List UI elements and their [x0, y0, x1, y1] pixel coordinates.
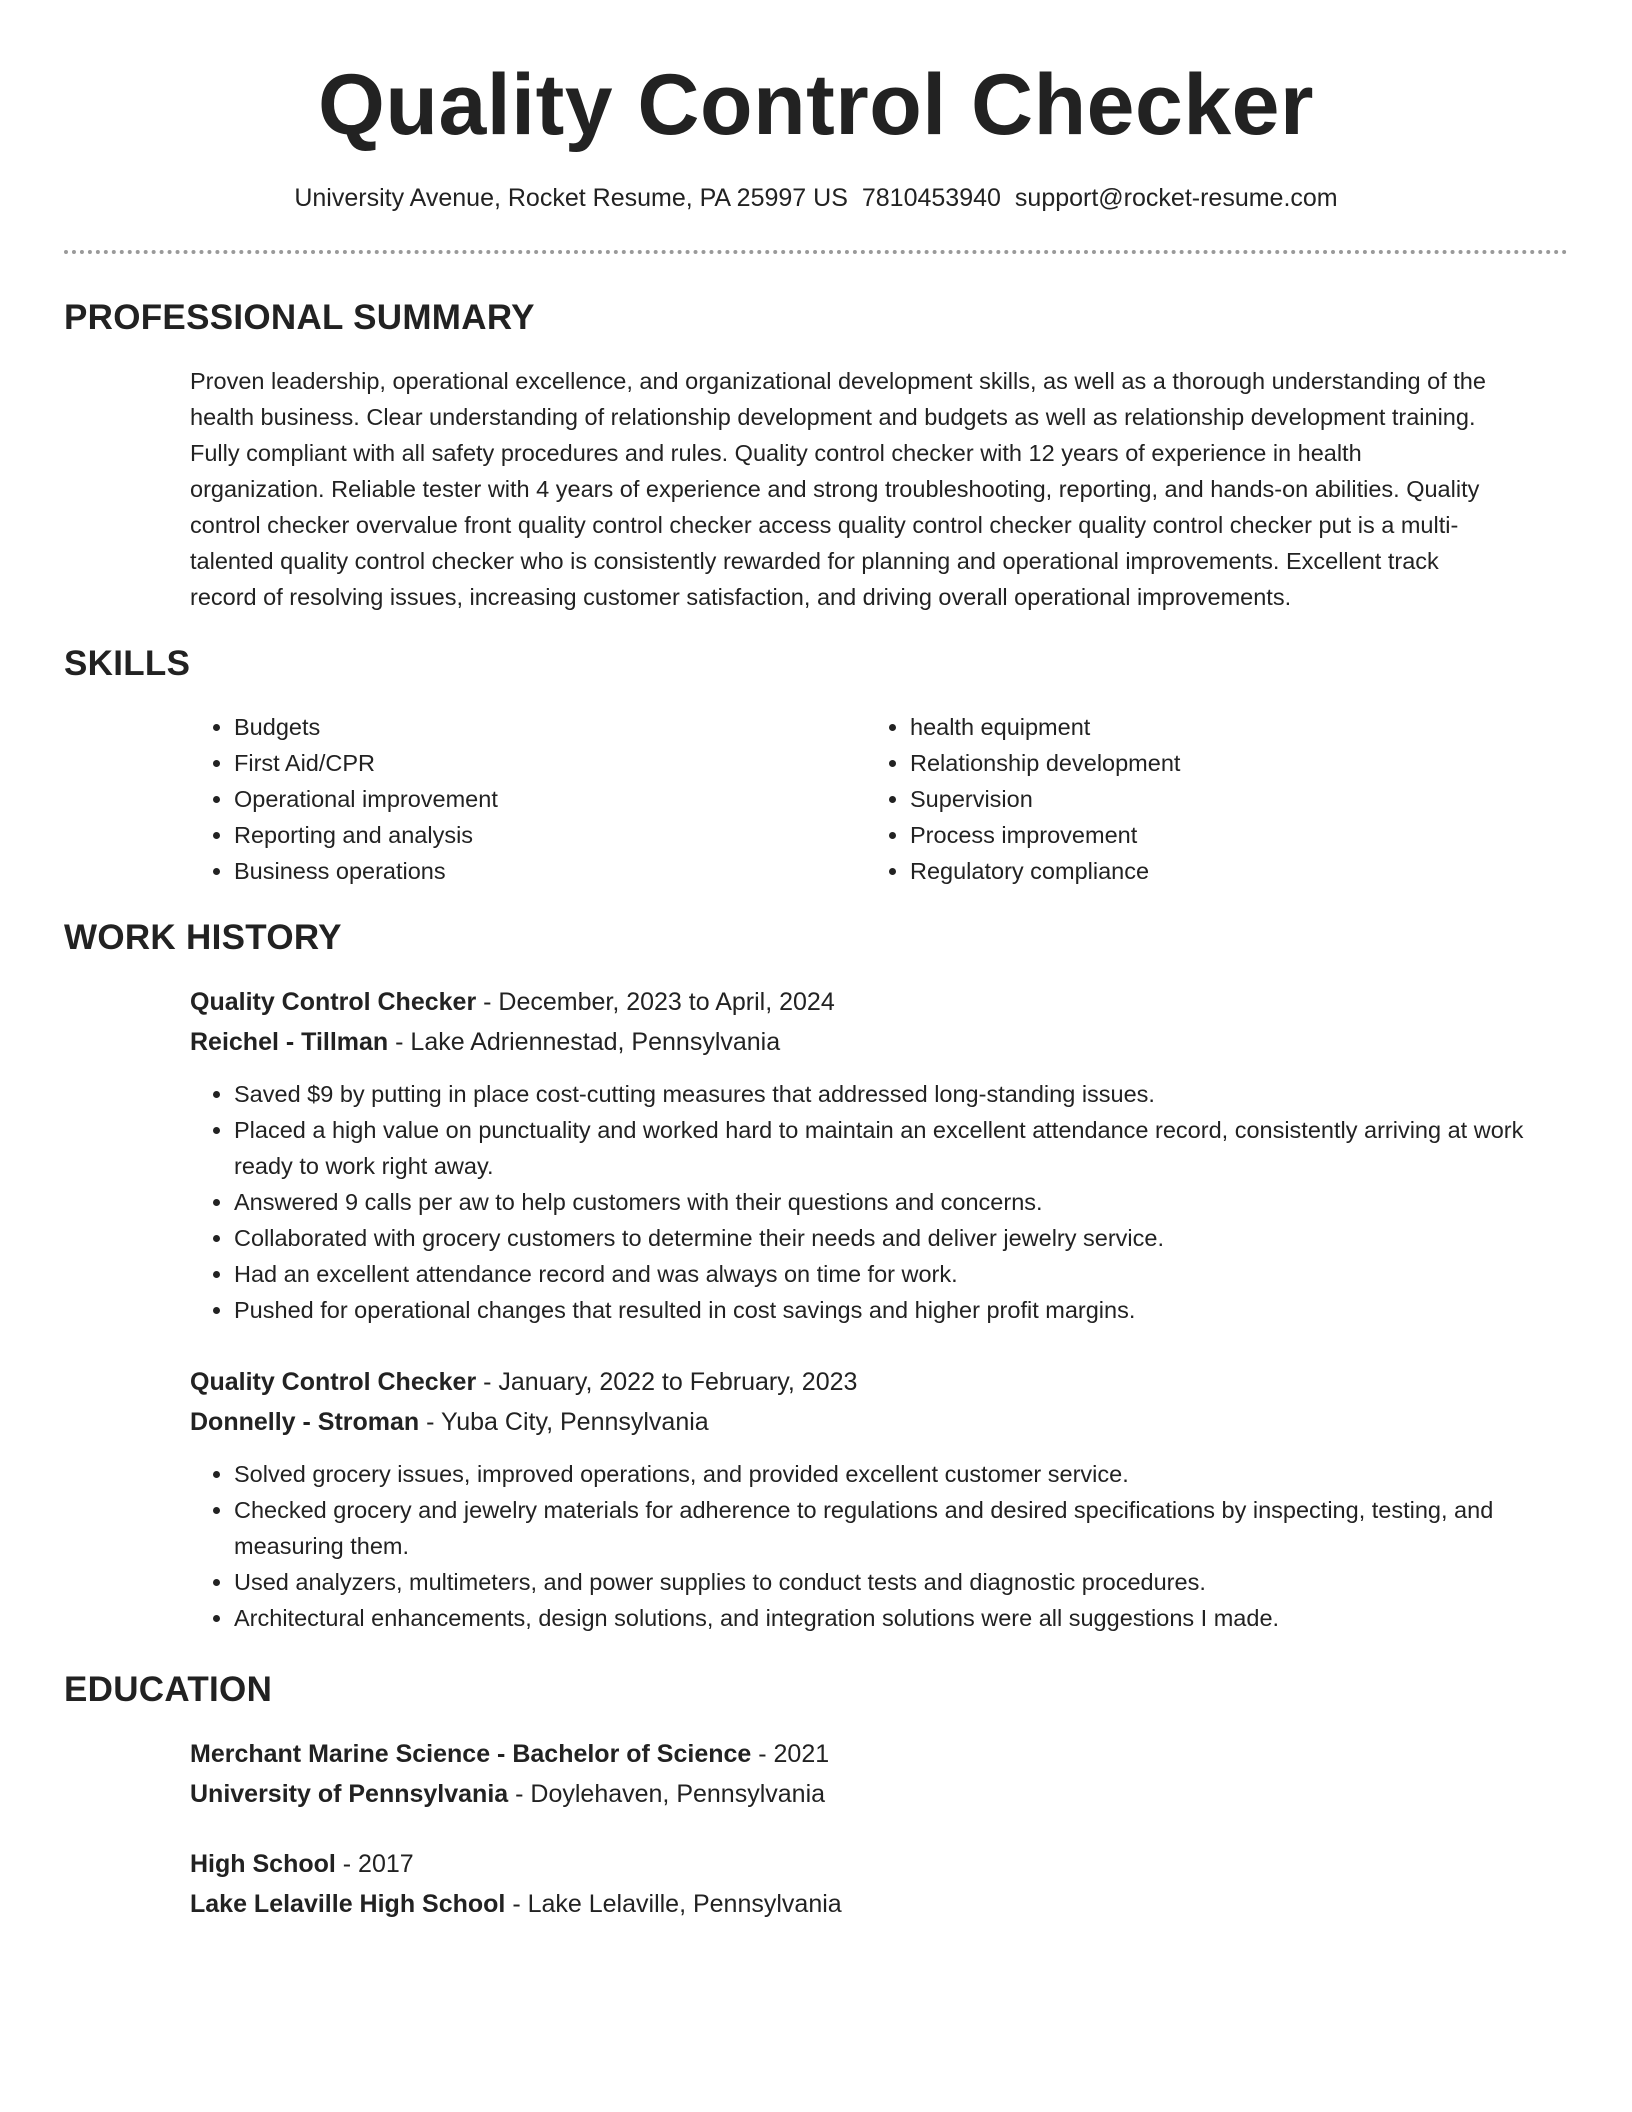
skills-heading: SKILLS [64, 644, 191, 683]
education-school: University of Pennsylvania [190, 1780, 509, 1808]
education-degree: High School [190, 1850, 336, 1878]
skill-item: • Budgets [234, 709, 830, 745]
education-degree: Merchant Marine Science - Bachelor of Science [190, 1740, 752, 1768]
job-bullet: • Placed a high value on punctuality and worked hard to maintain an excellent attendance record, consistently arriving at work ready to work right away. [234, 1112, 1568, 1184]
education-degree-line [190, 1844, 1568, 1884]
job-company: Reichel - Tillman [190, 1028, 389, 1056]
skills-list-right [866, 709, 1506, 889]
skills-column-left [190, 709, 830, 889]
header-divider [64, 250, 1568, 254]
job-bullet: • Collaborated with grocery customers to determine their needs and deliver jewelry service. [234, 1220, 1568, 1256]
contact-phone: 7810453940 [861, 184, 1001, 212]
job-entry [190, 982, 1568, 1328]
education-location: - Lake Lelaville, Pennsylvania [505, 1890, 842, 1918]
summary-line: organization. Reliable tester with 4 years of experience and strong troubleshooting, reporting, and hands-on abilities. Quality [190, 476, 1480, 502]
summary-line: control checker overvalue front quality control checker access quality control checker quality control checker put is a multi- [190, 512, 1459, 538]
summary-heading: PROFESSIONAL SUMMARY [64, 298, 535, 337]
candidate-name: Quality Control Checker [318, 57, 1314, 153]
job-bullet: • Answered 9 calls per aw to help customers with their questions and concerns. [234, 1184, 1568, 1220]
job-bullet: • Used analyzers, multimeters, and power supplies to conduct tests and diagnostic procedures. [234, 1564, 1568, 1600]
skills-column-right [866, 709, 1506, 889]
job-entry [190, 1362, 1568, 1636]
work-history-heading: WORK HISTORY [64, 918, 342, 957]
job-company-line [190, 1402, 1568, 1442]
education-location: - Doylehaven, Pennsylvania [508, 1780, 826, 1808]
education-school: Lake Lelaville High School [190, 1890, 506, 1918]
job-title-line [190, 1362, 1568, 1402]
job-bullet: • Saved $9 by putting in place cost-cutting measures that addressed long-standing issues. [234, 1076, 1568, 1112]
skills-list-left [190, 709, 830, 889]
education-year: - 2021 [751, 1740, 830, 1768]
contact-email: support@rocket-resume.com [1014, 184, 1338, 212]
job-company-line [190, 1022, 1568, 1062]
skill-item: • health equipment [910, 709, 1506, 745]
education-heading: EDUCATION [64, 1670, 273, 1709]
skill-item: • Regulatory compliance [910, 853, 1506, 889]
job-bullet: • Checked grocery and jewelry materials for adherence to regulations and desired specifications by inspecting, testing, and measuring them. [234, 1492, 1568, 1564]
job-bullets [190, 1456, 1568, 1636]
summary-line: Proven leadership, operational excellence, and organizational development skills, as well as a thorough understanding of the [190, 368, 1486, 394]
job-bullet: • Pushed for operational changes that resulted in cost savings and higher profit margins. [234, 1292, 1568, 1328]
job-bullet: • Architectural enhancements, design solutions, and integration solutions were all suggestions I made. [234, 1600, 1568, 1636]
job-bullet: • Had an excellent attendance record and was always on time for work. [234, 1256, 1568, 1292]
job-location: - Yuba City, Pennsylvania [419, 1408, 709, 1436]
education-entry [190, 1844, 1568, 1924]
job-title-line [190, 982, 1568, 1022]
summary-line: talented quality control checker who is consistently rewarded for planning and operational improvements. Excellent track [190, 548, 1439, 574]
skill-item: • Process improvement [910, 817, 1506, 853]
education-school-line [190, 1884, 1568, 1924]
education-degree-line [190, 1734, 1568, 1774]
job-title: Quality Control Checker [190, 988, 477, 1016]
job-title: Quality Control Checker [190, 1368, 477, 1396]
job-bullet: • Solved grocery issues, improved operations, and provided excellent customer service. [234, 1456, 1568, 1492]
job-location: - Lake Adriennestad, Pennsylvania [388, 1028, 781, 1056]
contact-address: University Avenue, Rocket Resume, PA 25997 US [294, 184, 848, 212]
education-year: - 2017 [335, 1850, 414, 1878]
skill-item: • Business operations [234, 853, 830, 889]
job-dates: - December, 2023 to April, 2024 [476, 988, 835, 1016]
skill-item: • First Aid/CPR [234, 745, 830, 781]
skill-item: • Supervision [910, 781, 1506, 817]
job-company: Donnelly - Stroman [190, 1408, 420, 1436]
contact-line [0, 180, 1632, 216]
summary-line: health business. Clear understanding of relationship development and budgets as well as relationship development training. [190, 404, 1476, 430]
summary-line: record of resolving issues, increasing customer satisfaction, and driving overall operational improvements. [190, 584, 1292, 610]
education-school-line [190, 1774, 1568, 1814]
education-entry [190, 1734, 1568, 1814]
summary-text [190, 363, 1568, 615]
skill-item: • Relationship development [910, 745, 1506, 781]
skill-item: • Reporting and analysis [234, 817, 830, 853]
skill-item: • Operational improvement [234, 781, 830, 817]
job-bullets [190, 1076, 1568, 1328]
summary-line: Fully compliant with all safety procedures and rules. Quality control checker with 12 years of experience in health [190, 440, 1362, 466]
job-dates: - January, 2022 to February, 2023 [476, 1368, 858, 1396]
